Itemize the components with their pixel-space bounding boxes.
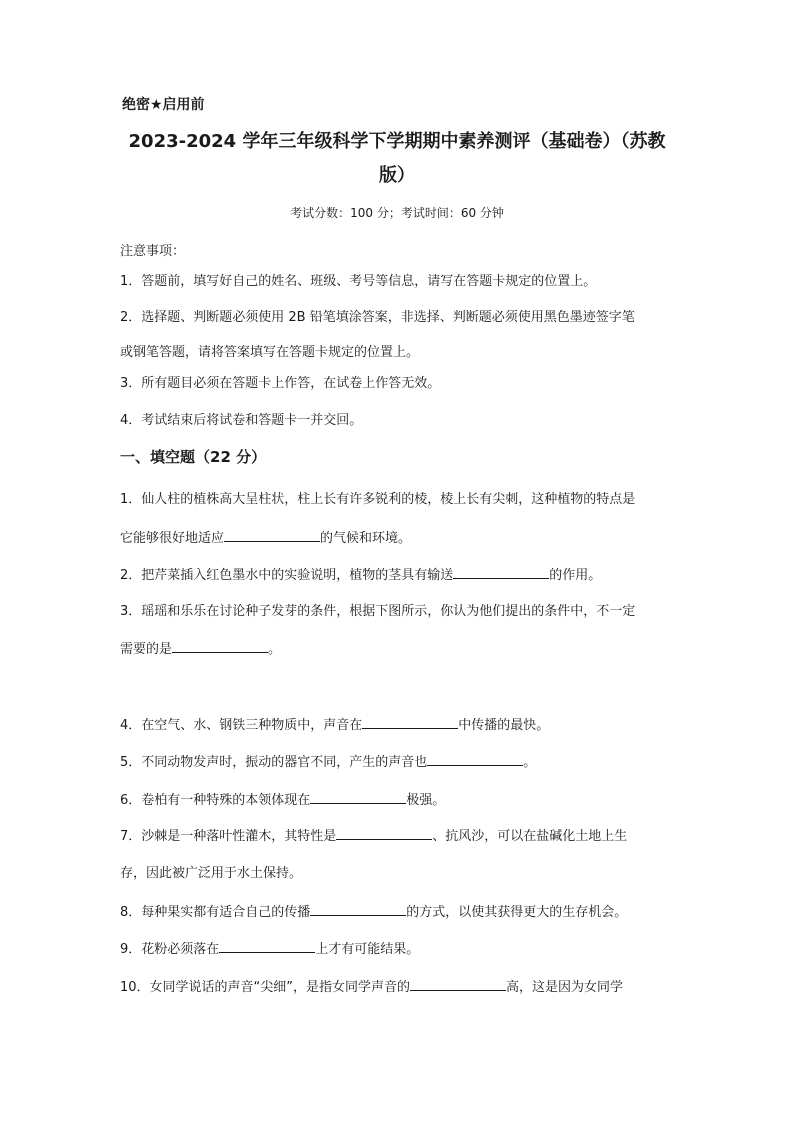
question-text: 7．沙棘是一种落叶性灌木，其特性是 — [120, 829, 337, 844]
question-4 — [120, 714, 549, 733]
question-2 — [120, 564, 601, 583]
question-text: 高，这是因为女同学 — [506, 980, 624, 995]
question-7-line2: 存，因此被广泛用于水土保持。 — [120, 866, 303, 881]
question-text: 8．每种果实都有适合自己的传播 — [120, 905, 311, 920]
answer-blank[interactable] — [310, 901, 406, 916]
answer-blank[interactable] — [362, 714, 458, 729]
question-text: 它能够很好地适应 — [120, 531, 225, 546]
question-text: 。 — [268, 642, 282, 657]
exam-title-line2: 版） — [379, 165, 415, 186]
answer-blank[interactable] — [172, 638, 268, 653]
section-title: 一、填空题（22 分） — [120, 448, 267, 466]
note-item: 4．考试结束后将试卷和答题卡一并交回。 — [120, 413, 363, 428]
question-text: 上才有可能结果。 — [315, 942, 420, 957]
question-5 — [120, 751, 536, 770]
note-item: 或钢笔答题，请将答案填写在答题卡规定的位置上。 — [120, 345, 420, 360]
question-8 — [120, 901, 627, 920]
question-3-line2 — [120, 638, 281, 657]
note-item: 2．选择题、判断题必须使用 2B 铅笔填涂答案，非选择、判断题必须使用黑色墨迹签字笔 — [120, 310, 635, 325]
note-item: 1．答题前，填写好自己的姓名、班级、考号等信息，请写在答题卡规定的位置上。 — [120, 274, 597, 289]
question-1-line1: 1．仙人柱的植株高大呈柱状，柱上长有许多锐利的棱，棱上长有尖刺，这种植物的特点是 — [120, 492, 636, 507]
confidential-label: 绝密★启用前 — [122, 97, 205, 113]
notes-heading: 注意事项： — [120, 244, 186, 259]
exam-title-line1: 2023-2024 学年三年级科学下学期期中素养测评（基础卷）（苏教 — [128, 131, 666, 152]
answer-blank[interactable] — [410, 976, 506, 991]
question-7-line1 — [120, 825, 627, 844]
question-text: 的作用。 — [549, 568, 602, 583]
question-text: 需要的是 — [120, 642, 173, 657]
answer-blank[interactable] — [219, 938, 315, 953]
question-text: 2．把芹菜插入红色墨水中的实验说明，植物的茎具有输送 — [120, 568, 454, 583]
question-text: 。 — [523, 755, 537, 770]
question-9 — [120, 938, 419, 957]
question-3-line1: 3．瑶瑶和乐乐在讨论种子发芽的条件，根据下图所示，你认为他们提出的条件中，不一定 — [120, 604, 636, 619]
note-item: 3．所有题目必须在答题卡上作答，在试卷上作答无效。 — [120, 376, 441, 391]
question-text: 中传播的最快。 — [458, 718, 550, 733]
question-text: 的气候和环境。 — [320, 531, 412, 546]
question-10 — [120, 976, 623, 995]
answer-blank[interactable] — [310, 789, 406, 804]
question-1-line2 — [120, 527, 411, 546]
question-text: 的方式，以使其获得更大的生存机会。 — [406, 905, 628, 920]
question-6 — [120, 789, 445, 808]
answer-blank[interactable] — [427, 751, 523, 766]
answer-blank[interactable] — [453, 564, 549, 579]
question-text: 9．花粉必须落在 — [120, 942, 220, 957]
question-text: 5．不同动物发声时，振动的器官不同，产生的声音也 — [120, 755, 428, 770]
exam-info: 考试分数：100 分；考试时间：60 分钟 — [290, 206, 504, 220]
question-text: 6．卷柏有一种特殊的本领体现在 — [120, 793, 311, 808]
answer-blank[interactable] — [224, 527, 320, 542]
question-text: 10．女同学说话的声音“尖细”，是指女同学声音的 — [120, 980, 411, 995]
question-text: 4．在空气、水、钢铁三种物质中，声音在 — [120, 718, 363, 733]
answer-blank[interactable] — [336, 825, 432, 840]
question-text: 、抗风沙，可以在盐碱化土地上生 — [432, 829, 628, 844]
question-text: 极强。 — [406, 793, 446, 808]
